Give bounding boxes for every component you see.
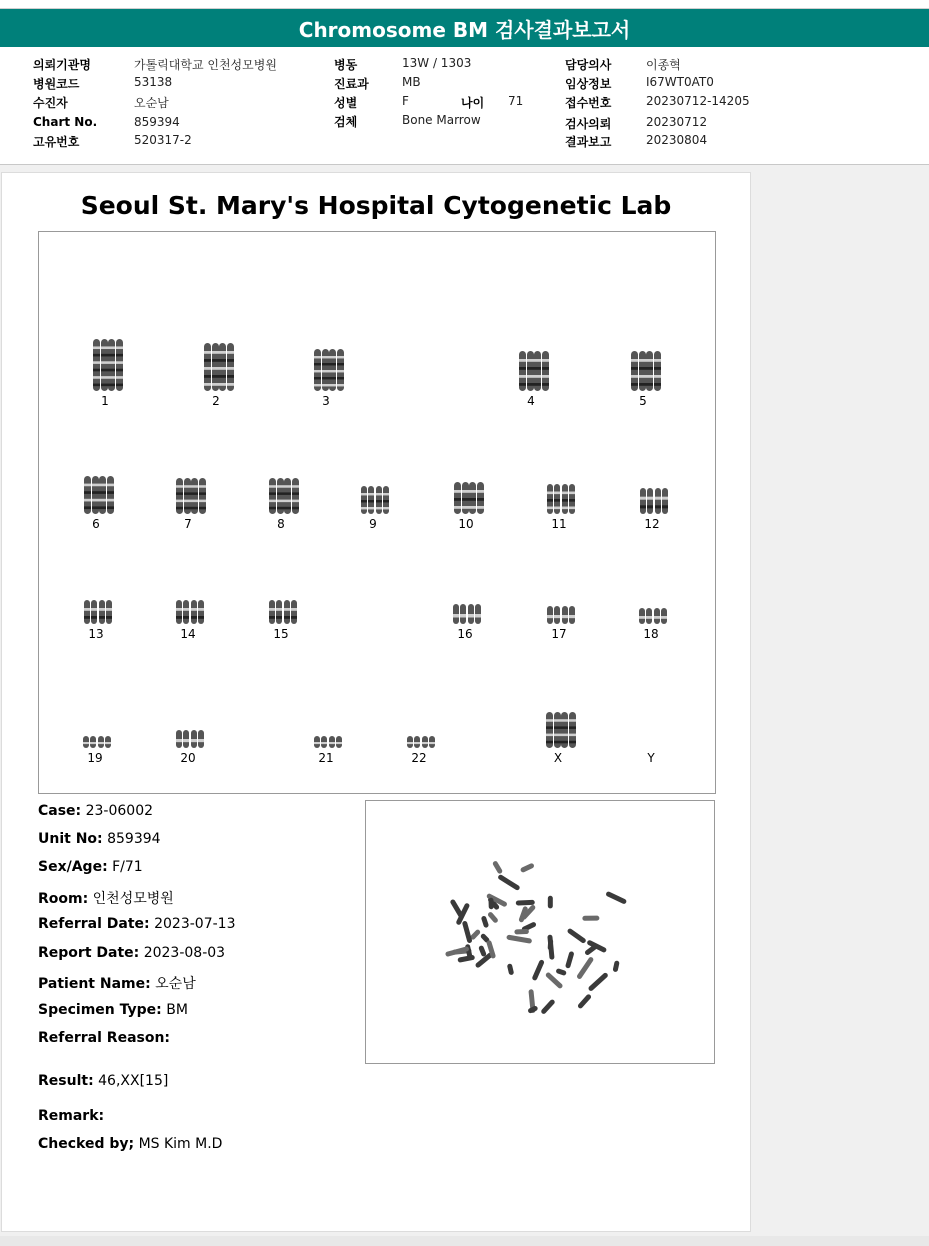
chromosome-image bbox=[631, 606, 671, 626]
room-label: Room: bbox=[38, 891, 89, 907]
institution-value: 가톨릭대학교 인천성모병원 bbox=[134, 58, 277, 72]
chromosome-pair-16 bbox=[445, 602, 485, 630]
sexage-field bbox=[38, 859, 143, 875]
ward-label: 병동 bbox=[334, 58, 358, 72]
referral-date-field bbox=[38, 916, 235, 932]
metaphase-chromosome bbox=[462, 920, 473, 943]
checked-value: MS Kim M.D bbox=[138, 1136, 223, 1152]
sexage-label: Sex/Age: bbox=[38, 859, 108, 875]
report-date-field bbox=[38, 945, 225, 961]
chromosome-image bbox=[511, 349, 551, 393]
doctor-value: 이종혁 bbox=[646, 58, 681, 72]
receipt-value: 20230712-14205 bbox=[646, 94, 750, 108]
sex-value: F bbox=[402, 94, 409, 108]
chromosome-image bbox=[445, 602, 485, 626]
report-date-value: 2023-08-03 bbox=[143, 945, 226, 961]
report-title: Seoul St. Mary's Hospital Cytogenetic Lab bbox=[80, 191, 672, 220]
chromosome-image bbox=[539, 604, 579, 626]
chromosome-image bbox=[306, 734, 346, 750]
chromosome-label: 20 bbox=[180, 751, 196, 765]
chromosome-image bbox=[632, 486, 672, 516]
result-value: 46,XX[15] bbox=[98, 1073, 169, 1089]
chart-label: Chart No. bbox=[33, 115, 98, 129]
patient-name-field bbox=[38, 973, 196, 993]
chromosome-label: 8 bbox=[277, 517, 285, 531]
chromosome-image bbox=[76, 598, 116, 626]
specimen-value: Bone Marrow bbox=[402, 113, 481, 127]
sex-label: 성별 bbox=[334, 96, 358, 110]
chromosome-label: 15 bbox=[273, 627, 289, 641]
metaphase-chromosome bbox=[567, 928, 587, 944]
institution-label: 의뢰기관명 bbox=[33, 58, 91, 72]
remark-label: Remark: bbox=[38, 1108, 105, 1124]
dept-label: 진료과 bbox=[334, 77, 369, 91]
chromosome-pair-6 bbox=[76, 474, 116, 520]
chromosome-pair-2 bbox=[196, 341, 236, 397]
chromosome-image bbox=[261, 598, 301, 626]
chromosome-label: 21 bbox=[318, 751, 334, 765]
age-value: 71 bbox=[508, 94, 524, 108]
request-label: 검사의뢰 bbox=[565, 117, 612, 131]
metaphase-chromosome bbox=[548, 896, 553, 909]
referral-date-label: Referral Date: bbox=[38, 916, 150, 932]
request-value: 20230712 bbox=[646, 115, 708, 129]
chromosome-label: X bbox=[553, 751, 563, 765]
metaphase-spread-image bbox=[366, 801, 714, 1063]
patient-name-value: 오순남 bbox=[155, 976, 196, 992]
chromosome-label: 13 bbox=[88, 627, 104, 641]
chromosome-label: 17 bbox=[551, 627, 567, 641]
patient-value: 오순남 bbox=[134, 96, 169, 110]
chromosome-pair-14 bbox=[168, 598, 208, 630]
result-field bbox=[38, 1073, 168, 1089]
karyotype-report bbox=[1, 172, 751, 1232]
metaphase-chromosome bbox=[540, 999, 556, 1015]
metaphase-chromosome bbox=[481, 915, 489, 928]
chromosome-label: 10 bbox=[458, 517, 474, 531]
result-label: Result: bbox=[38, 1073, 94, 1089]
dept-value: MB bbox=[402, 75, 421, 89]
chromosome-label: 19 bbox=[87, 751, 103, 765]
case-label: Case: bbox=[38, 803, 82, 819]
chromosome-pair-11 bbox=[539, 482, 579, 520]
metaphase-chromosome bbox=[488, 898, 493, 910]
checked-label: Checked by; bbox=[38, 1136, 135, 1152]
specimen-type-label: Specimen Type: bbox=[38, 1002, 162, 1018]
hospital-code-value: 53138 bbox=[134, 75, 173, 89]
metaphase-chromosome bbox=[576, 956, 594, 980]
chromosome-label: 22 bbox=[411, 751, 427, 765]
metaphase-chromosome bbox=[478, 945, 487, 957]
patient-name-label: Patient Name: bbox=[38, 976, 151, 992]
checked-field bbox=[38, 1136, 222, 1152]
metaphase-chromosome bbox=[520, 863, 535, 874]
metaphase-chromosome bbox=[492, 860, 503, 874]
receipt-label: 접수번호 bbox=[565, 96, 612, 110]
chromosome-label: 14 bbox=[180, 627, 196, 641]
metaphase-chromosome bbox=[449, 899, 464, 919]
chromosome-label: 16 bbox=[457, 627, 473, 641]
referral-reason-field bbox=[38, 1030, 170, 1046]
referral-date-value: 2023-07-13 bbox=[154, 916, 236, 932]
result-report-label: 결과보고 bbox=[565, 135, 612, 149]
metaphase-chromosome bbox=[506, 934, 532, 943]
chromosome-label: 2 bbox=[212, 394, 220, 408]
metaphase-chromosome bbox=[565, 951, 575, 969]
metaphase-chromosome bbox=[507, 963, 514, 975]
unit-label: Unit No: bbox=[38, 831, 103, 847]
result-report-value: 20230804 bbox=[646, 133, 708, 147]
chart-value: 859394 bbox=[134, 115, 180, 129]
chromosome-image bbox=[168, 728, 208, 750]
chromosome-image bbox=[538, 710, 578, 750]
chromosome-image bbox=[75, 734, 115, 750]
report-date-label: Report Date: bbox=[38, 945, 140, 961]
karyogram-panel bbox=[38, 231, 716, 794]
specimen-type-value: BM bbox=[166, 1002, 188, 1018]
metaphase-chromosome bbox=[457, 955, 475, 963]
metaphase-chromosome bbox=[612, 960, 619, 972]
metaphase-chromosome bbox=[514, 929, 529, 935]
chromosome-label: 11 bbox=[551, 517, 567, 531]
metaphase-chromosome bbox=[445, 946, 470, 957]
chromosome-label: 1 bbox=[101, 394, 109, 408]
room-value: 인천성모병원 bbox=[92, 891, 174, 907]
unique-value: 520317-2 bbox=[134, 133, 192, 147]
chromosome-label: 12 bbox=[644, 517, 660, 531]
chromosome-label: 9 bbox=[369, 517, 377, 531]
age-label: 나이 bbox=[461, 96, 485, 110]
top-strip bbox=[0, 0, 929, 8]
case-value: 23-06002 bbox=[85, 803, 154, 819]
chromosome-image bbox=[446, 480, 486, 516]
metaphase-chromosome bbox=[548, 939, 554, 951]
unit-value: 859394 bbox=[107, 831, 161, 847]
chromosome-image bbox=[539, 482, 579, 516]
chromosome-label: 7 bbox=[184, 517, 192, 531]
chromosome-pair-10 bbox=[446, 480, 486, 520]
sexage-value: F/71 bbox=[112, 859, 143, 875]
chromosome-image bbox=[196, 341, 236, 393]
clinical-value: I67WT0AT0 bbox=[646, 75, 714, 89]
metaphase-chromosome bbox=[531, 959, 544, 981]
chromosome-label: 18 bbox=[643, 627, 659, 641]
metaphase-chromosome bbox=[577, 993, 592, 1009]
chromosome-pair-8 bbox=[261, 476, 301, 520]
bottom-strip bbox=[0, 1236, 929, 1246]
page-title: Chromosome BM 검사결과보고서 bbox=[0, 8, 929, 48]
chromosome-pair-15 bbox=[261, 598, 301, 630]
chromosome-image bbox=[261, 476, 301, 516]
ward-value: 13W / 1303 bbox=[402, 56, 472, 70]
chromosome-label: 6 bbox=[92, 517, 100, 531]
chromosome-pair-1 bbox=[85, 337, 125, 397]
clinical-label: 임상정보 bbox=[565, 77, 612, 91]
chromosome-pair-x bbox=[538, 710, 578, 754]
chromosome-pair-13 bbox=[76, 598, 116, 630]
chromosome-pair-12 bbox=[632, 486, 672, 520]
unique-label: 고유번호 bbox=[33, 135, 80, 149]
remark-field bbox=[38, 1108, 104, 1124]
chromosome-pair-9 bbox=[353, 484, 393, 520]
chromosome-image bbox=[399, 734, 439, 750]
chromosome-image bbox=[306, 347, 346, 393]
chromosome-image bbox=[76, 474, 116, 516]
patient-info-panel bbox=[0, 47, 929, 165]
chromosome-image bbox=[85, 337, 125, 393]
specimen-label: 검체 bbox=[334, 115, 358, 129]
chromosome-label: 5 bbox=[639, 394, 647, 408]
metaphase-chromosome bbox=[587, 972, 608, 992]
chromosome-image bbox=[353, 484, 393, 516]
case-field bbox=[38, 803, 153, 819]
specimen-type-field bbox=[38, 1002, 188, 1018]
metaphase-chromosome bbox=[487, 911, 499, 924]
chromosome-pair-7 bbox=[168, 476, 208, 520]
chromosome-image bbox=[623, 349, 663, 393]
metaphase-chromosome bbox=[605, 891, 627, 905]
room-field bbox=[38, 888, 174, 908]
chromosome-pair-5 bbox=[623, 349, 663, 397]
chromosome-label: 4 bbox=[527, 394, 535, 408]
referral-reason-label: Referral Reason: bbox=[38, 1030, 171, 1046]
chromosome-label: Y bbox=[647, 751, 655, 765]
chromosome-image bbox=[168, 598, 208, 626]
unit-field bbox=[38, 831, 161, 847]
metaphase-panel bbox=[365, 800, 715, 1064]
metaphase-chromosome bbox=[582, 916, 599, 921]
metaphase-chromosome bbox=[497, 874, 520, 891]
chromosome-pair-4 bbox=[511, 349, 551, 397]
chromosome-image bbox=[168, 476, 208, 516]
doctor-label: 담당의사 bbox=[565, 58, 612, 72]
chromosome-pair-3 bbox=[306, 347, 346, 397]
metaphase-chromosome bbox=[516, 900, 535, 906]
chromosome-label: 3 bbox=[322, 394, 330, 408]
hospital-code-label: 병원코드 bbox=[33, 77, 80, 91]
patient-label: 수진자 bbox=[33, 96, 68, 110]
metaphase-chromosome bbox=[555, 968, 567, 976]
